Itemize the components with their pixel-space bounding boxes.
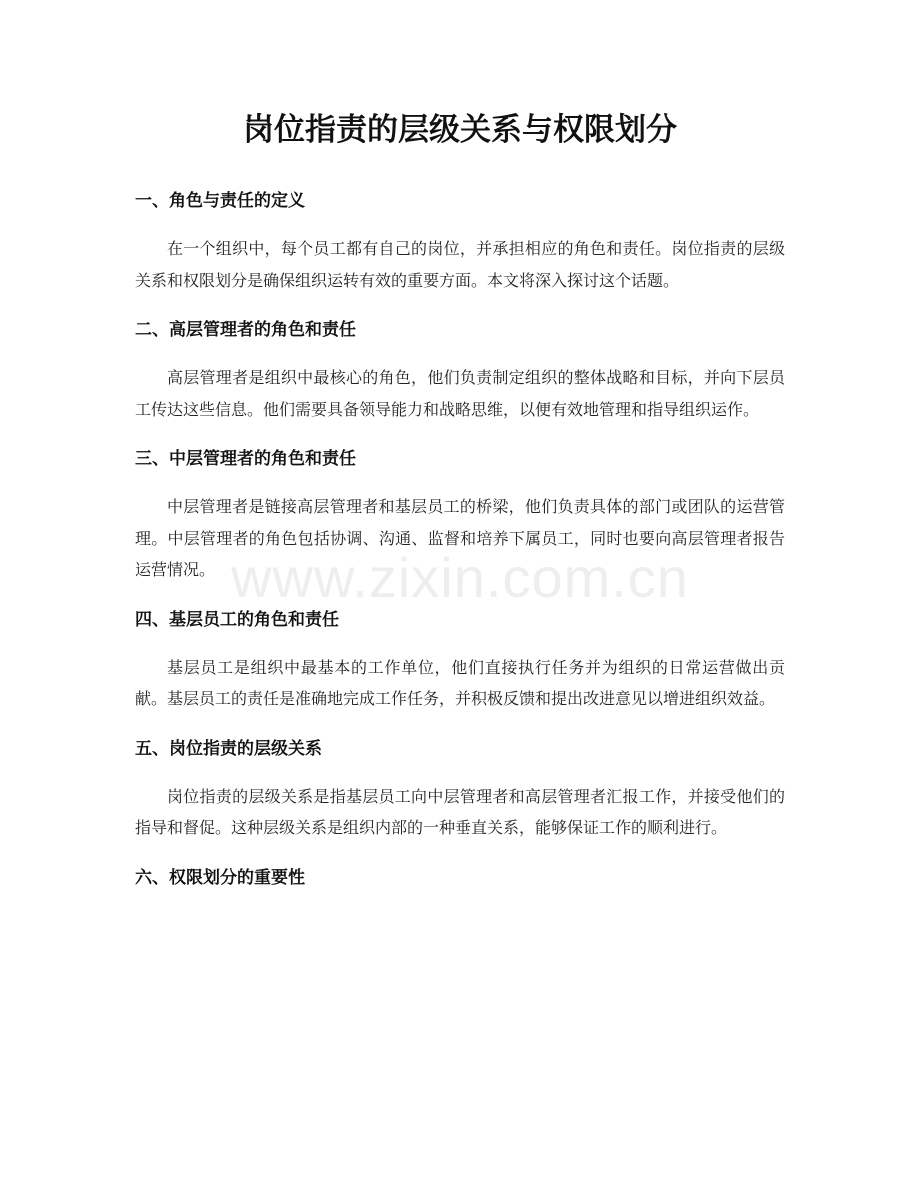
section-paragraph: 岗位指责的层级关系是指基层员工向中层管理者和高层管理者汇报工作，并接受他们的指导和督促。这种层级关系是组织内部的一种垂直关系，能够保证工作的顺利进行。 [135,786,785,837]
section-6 [135,863,785,893]
section-heading: 五、岗位指责的层级关系 [135,738,322,759]
section-paragraph: 在一个组织中，每个员工都有自己的岗位，并承担相应的角色和责任。岗位指责的层级关系和权限划分是确保组织运转有效的重要方面。本文将深入探讨这个话题。 [135,239,785,290]
section-heading: 二、高层管理者的角色和责任 [135,320,356,340]
watermark: www.zixin.com.cn [231,546,689,609]
section-4 [135,605,785,715]
section-heading: 四、基层员工的角色和责任 [135,609,339,630]
section-2 [135,315,785,425]
section-paragraph: 基层员工是组织中最基本的工作单位，他们直接执行任务并为组织的日常运营做出贡献。基层员工的责任是准确地完成工作任务，并积极反馈和提出改进意见以增进组织效益。 [135,657,785,708]
page-title: 岗位指责的层级关系与权限划分 [243,112,677,148]
section-3 [135,444,785,586]
section-1 [135,186,785,296]
section-heading: 三、中层管理者的角色和责任 [135,449,356,469]
section-paragraph: 中层管理者是链接高层管理者和基层员工的桥梁，他们负责具体的部门或团队的运营管理。中层管理者的角色包括协调、沟通、监督和培养下属员工，同时也要向高层管理者报告运营情况。 [135,497,785,579]
document-content [135,186,785,893]
section-5 [135,734,785,844]
section-paragraph: 高层管理者是组织中最核心的角色，他们负责制定组织的整体战略和目标，并向下层员工传达这些信息。他们需要具备领导能力和战略思维，以便有效地管理和指导组织运作。 [135,368,785,419]
section-heading: 一、角色与责任的定义 [135,191,305,211]
section-heading: 六、权限划分的重要性 [135,867,305,888]
